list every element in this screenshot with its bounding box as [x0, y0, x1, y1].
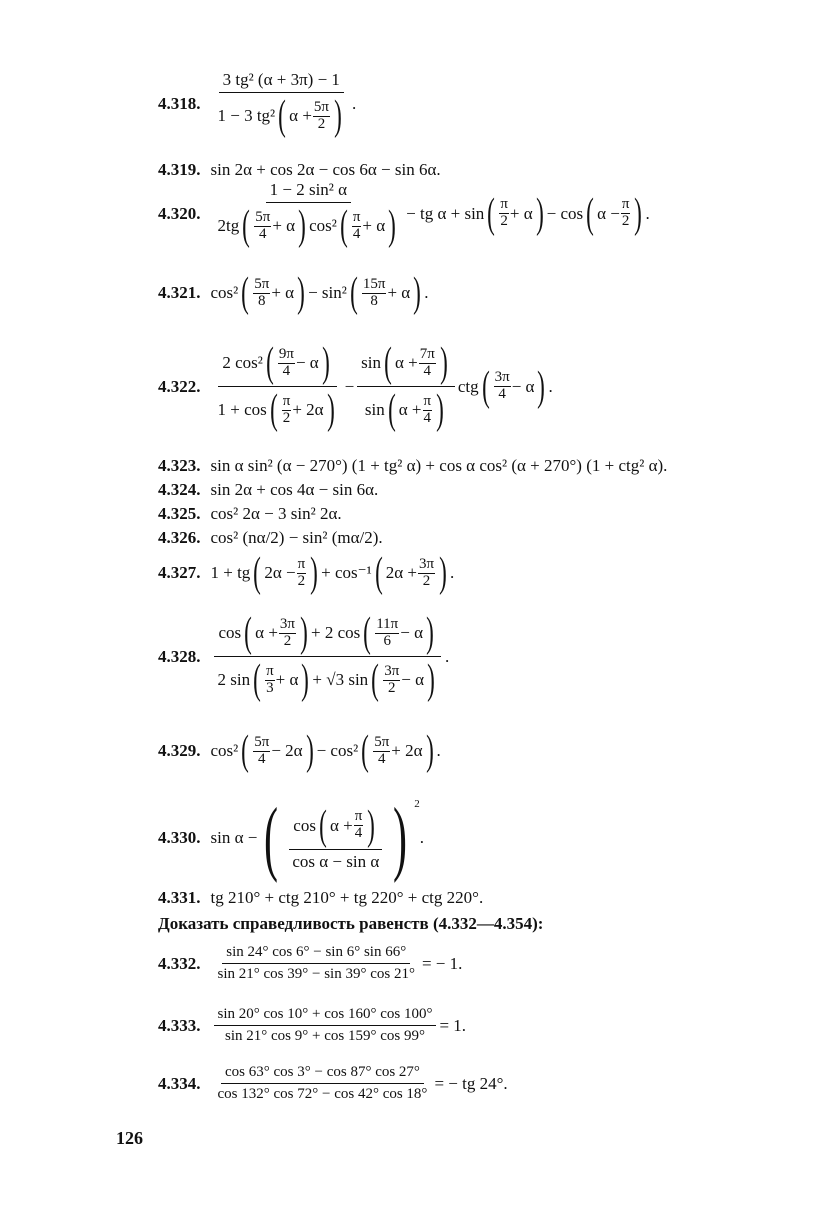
paren-close: ) [413, 270, 422, 316]
term: + 2α [391, 741, 423, 760]
numerator: 1 − 2 sin² α [266, 180, 351, 203]
sf-num: 5π [313, 98, 329, 115]
sf-den: 4 [352, 225, 361, 242]
problem-4-329 [158, 730, 441, 772]
term: − α [400, 623, 424, 642]
page-number: 126 [116, 1128, 143, 1148]
terminator: . [419, 828, 424, 847]
denominator: cos α − sin α [292, 851, 380, 871]
den-term: 2tg [217, 216, 240, 235]
sf-den: 4 [423, 362, 432, 379]
paren-close: ) [427, 657, 435, 703]
paren-close: ) [367, 802, 376, 849]
problem-4-325 [158, 504, 342, 524]
small-fraction [279, 617, 296, 650]
term: α + [398, 400, 422, 419]
numerator [289, 802, 382, 850]
fraction [214, 180, 404, 247]
problem-number: 4.322. [158, 376, 201, 396]
small-fraction [383, 664, 400, 697]
small-fraction [254, 210, 271, 243]
sf-num: π [423, 392, 432, 409]
paren-close: ) [310, 550, 318, 596]
term: ctg [457, 376, 479, 396]
paren-close: ) [634, 190, 643, 237]
problem-4-324 [158, 480, 378, 500]
sf-num: 11π [376, 615, 399, 632]
denominator: sin 21° cos 9° + cos 159° cos 99° [225, 1028, 425, 1044]
term: cos² [210, 741, 239, 760]
sf-den: 4 [354, 825, 363, 841]
sf-den: 4 [377, 750, 386, 767]
sf-num: 5π [254, 733, 270, 750]
sf-den: 6 [383, 632, 391, 649]
fraction [288, 802, 383, 872]
paren-close: ) [298, 203, 306, 249]
sf-den: 4 [423, 409, 432, 426]
expression: sin 2α + cos 4α − sin 6α. [210, 480, 379, 499]
problem-number: 4.318. [158, 93, 201, 113]
sf-den: 2 [422, 572, 431, 589]
paren-open: ( [264, 791, 279, 884]
den-term: α + [289, 106, 312, 125]
paren-close: ) [301, 657, 310, 703]
numerator: cos 63° cos 3° − cos 87° cos 27° [221, 1064, 424, 1084]
problem-4-334 [158, 1064, 508, 1103]
problem-number: 4.328. [158, 646, 201, 666]
terminator: . [436, 741, 441, 760]
problem-number: 4.327. [158, 563, 201, 582]
small-fraction [362, 277, 387, 310]
paren-close: ) [321, 340, 330, 386]
term: − α [295, 353, 319, 372]
denominator [214, 657, 443, 701]
small-fraction [423, 394, 433, 427]
numerator: 3 tg² (α + 3π) − 1 [219, 70, 344, 93]
term: sin [361, 353, 382, 372]
term: − sin² [308, 283, 347, 302]
term: cos² [210, 283, 239, 302]
fraction [214, 1006, 437, 1045]
paren-open: ( [363, 610, 372, 656]
paren-open: ( [278, 93, 287, 139]
expression: cos² (nα/2) − sin² (mα/2). [210, 528, 383, 547]
term: + α [509, 203, 533, 223]
sf-num: π [297, 555, 306, 572]
problem-4-319 [158, 160, 441, 180]
term: − cos² [316, 741, 359, 760]
sf-den: 4 [258, 750, 266, 767]
paren-close: ) [426, 610, 434, 656]
term: α + [255, 623, 278, 642]
paren-open: ( [269, 387, 278, 433]
terminator: . [645, 203, 650, 223]
right-hand-side: = − 1. [421, 953, 463, 973]
term: + 2α [292, 400, 324, 419]
numerator: sin 24° cos 6° − sin 6° sin 66° [222, 944, 410, 964]
problem-4-321 [158, 272, 428, 314]
term: + α [387, 283, 411, 302]
sf-num: 5π [254, 275, 270, 292]
paren-close: ) [334, 93, 342, 139]
expression: cos² 2α − 3 sin² 2α. [210, 504, 342, 523]
terminator: . [424, 283, 429, 302]
paren-open: ( [241, 270, 250, 316]
term: sin [364, 400, 385, 419]
paren-open: ( [241, 728, 250, 774]
sf-num: 3π [494, 369, 510, 386]
small-fraction [265, 664, 275, 697]
small-fraction [352, 210, 362, 243]
sf-den: 2 [621, 213, 630, 229]
sf-num: π [354, 808, 363, 825]
term: 2α + [385, 563, 417, 582]
sf-num: 3π [384, 662, 400, 679]
terminator: . [445, 646, 450, 666]
problem-number: 4.320. [158, 203, 201, 223]
small-fraction [297, 557, 307, 590]
term: 2 sin [217, 670, 251, 689]
paren-close: ) [537, 363, 546, 410]
sf-den: 4 [282, 362, 291, 379]
fraction [214, 612, 443, 701]
sf-num: 3π [418, 555, 435, 572]
sf-num: 9π [278, 345, 294, 362]
small-fraction [373, 735, 390, 768]
sf-den: 2 [283, 632, 292, 649]
small-fraction [253, 735, 270, 768]
fraction [214, 342, 342, 431]
denominator [361, 387, 451, 431]
term: α − [597, 203, 620, 223]
exponent: 2 [414, 798, 420, 810]
problem-number: 4.326. [158, 528, 201, 547]
expression: sin α sin² (α − 270°) (1 + tg² α) + cos α cos² (α + 270°) (1 + ctg² α). [210, 456, 668, 475]
term: 2α − [264, 563, 296, 582]
problem-4-332 [158, 944, 462, 983]
paren-open: ( [361, 728, 370, 774]
paren-open: ( [387, 387, 396, 433]
small-fraction [253, 277, 270, 310]
term: 1 + tg [210, 563, 251, 582]
section-header-text: Доказать справедливость равенств (4.332—4.354): [158, 914, 544, 933]
small-fraction [354, 809, 364, 842]
paren-close: ) [436, 387, 444, 433]
problem-number: 4.334. [158, 1073, 201, 1093]
term: 1 + cos [217, 400, 267, 419]
problem-4-328 [158, 612, 449, 701]
problem-4-330 [158, 791, 424, 884]
paren-open: ( [586, 190, 594, 237]
numerator [214, 612, 441, 657]
denominator [214, 93, 350, 137]
sf-num: 5π [374, 733, 390, 750]
paren-open: ( [339, 203, 348, 249]
term: α + [395, 353, 418, 372]
denominator: sin 21° cos 39° − sin 39° cos 21° [217, 966, 415, 982]
problem-4-323 [158, 456, 667, 476]
problem-4-331 [158, 888, 483, 908]
paren-open: ( [371, 657, 380, 703]
den-term: 1 − 3 tg² [217, 106, 276, 125]
paren-open: ( [253, 657, 261, 703]
small-fraction [419, 347, 436, 380]
problem-number: 4.331. [158, 888, 201, 907]
paren-close: ) [300, 610, 308, 656]
term: sin α − [210, 828, 258, 847]
term: + α [275, 670, 299, 689]
paren-open: ( [481, 363, 490, 410]
paren-open: ( [266, 340, 274, 386]
problem-4-318 [158, 70, 356, 137]
sf-den: 2 [317, 115, 326, 132]
term: − 2α [271, 741, 303, 760]
numerator: sin 20° cos 10° + cos 160° cos 100° [214, 1006, 437, 1026]
term: + √3 sin [312, 670, 369, 689]
sf-den: 4 [259, 225, 267, 242]
fraction [357, 342, 455, 431]
right-hand-side: = 1. [439, 1015, 467, 1035]
terminator: . [548, 376, 553, 396]
sf-num: π [282, 392, 291, 409]
problem-4-326 [158, 528, 383, 548]
problem-number: 4.323. [158, 456, 201, 475]
term: − cos [546, 203, 584, 223]
term: cos [293, 815, 316, 835]
problem-number: 4.330. [158, 828, 201, 847]
term: + cos⁻¹ [321, 563, 372, 582]
paren-close: ) [439, 550, 447, 596]
small-fraction [418, 557, 435, 590]
problem-number: 4.333. [158, 1015, 201, 1035]
sf-den: 2 [500, 213, 508, 229]
section-header [158, 914, 543, 934]
term: α + [329, 815, 353, 835]
fraction [214, 70, 350, 137]
paren-open: ( [244, 610, 253, 656]
paren-close: ) [326, 387, 335, 433]
operator: − [344, 376, 355, 396]
sf-num: π [500, 196, 508, 213]
expression: tg 210° + ctg 210° + tg 220° + ctg 220°. [210, 888, 484, 907]
term: + α [271, 283, 295, 302]
problem-4-327 [158, 552, 454, 594]
small-fraction [621, 197, 631, 230]
problem-number: 4.321. [158, 283, 201, 302]
paren-close: ) [393, 791, 408, 884]
problem-number: 4.324. [158, 480, 201, 499]
paren-open: ( [384, 340, 392, 386]
sf-num: 15π [362, 275, 386, 292]
sf-den: 4 [498, 386, 506, 402]
sf-den: 8 [258, 292, 266, 309]
right-hand-side: = − tg 24°. [434, 1073, 508, 1093]
sf-num: 5π [255, 208, 271, 225]
small-fraction [278, 347, 295, 380]
problem-4-320 [158, 180, 650, 247]
terminator: . [352, 93, 357, 113]
problem-number: 4.329. [158, 741, 201, 760]
sf-num: 7π [419, 345, 435, 362]
paren-open: ( [319, 802, 327, 849]
sf-num: π [621, 196, 630, 213]
denominator: cos 132° cos 72° − cos 42° cos 18° [217, 1086, 428, 1102]
numerator [357, 342, 455, 387]
paren-open: ( [242, 203, 251, 249]
expression: sin 2α + cos 2α − cos 6α − sin 6α. [210, 160, 441, 179]
paren-close: ) [425, 728, 434, 774]
small-fraction [499, 197, 509, 230]
small-fraction [494, 370, 511, 403]
den-term: + α [272, 216, 296, 235]
den-term: cos² [309, 216, 337, 235]
fraction [214, 944, 419, 983]
paren-close: ) [535, 190, 544, 237]
sf-den: 2 [282, 409, 291, 426]
paren-open: ( [253, 550, 262, 596]
paren-close: ) [297, 270, 305, 316]
paren-open: ( [487, 190, 496, 237]
denominator [214, 387, 342, 431]
sf-num: 3π [279, 615, 295, 632]
terminator: . [450, 563, 455, 582]
denominator [214, 203, 404, 247]
paren-close: ) [305, 728, 314, 774]
paren-close: ) [388, 203, 397, 249]
term: + 2 cos [310, 623, 361, 642]
small-fraction [375, 617, 399, 650]
term: 2 cos² [222, 353, 263, 372]
problem-number: 4.332. [158, 953, 201, 973]
sf-den: 8 [370, 292, 378, 309]
sf-num: π [266, 662, 274, 679]
sf-den: 2 [297, 572, 306, 589]
small-fraction [313, 100, 330, 133]
small-fraction [282, 394, 292, 427]
term: − α [401, 670, 425, 689]
term: − tg α + sin [406, 203, 485, 223]
numerator [218, 342, 336, 387]
sf-den: 3 [266, 679, 274, 696]
term: cos [218, 623, 242, 642]
problem-number: 4.319. [158, 160, 201, 179]
fraction [214, 1064, 432, 1103]
den-term: + α [362, 216, 386, 235]
problem-4-322 [158, 342, 553, 431]
paren-open: ( [374, 550, 383, 596]
problem-number: 4.325. [158, 504, 201, 523]
paren-close: ) [439, 340, 448, 386]
problem-4-333 [158, 1006, 466, 1045]
sf-den: 2 [387, 679, 396, 696]
sf-num: π [352, 208, 361, 225]
paren-open: ( [350, 270, 358, 316]
term: − α [511, 376, 535, 396]
